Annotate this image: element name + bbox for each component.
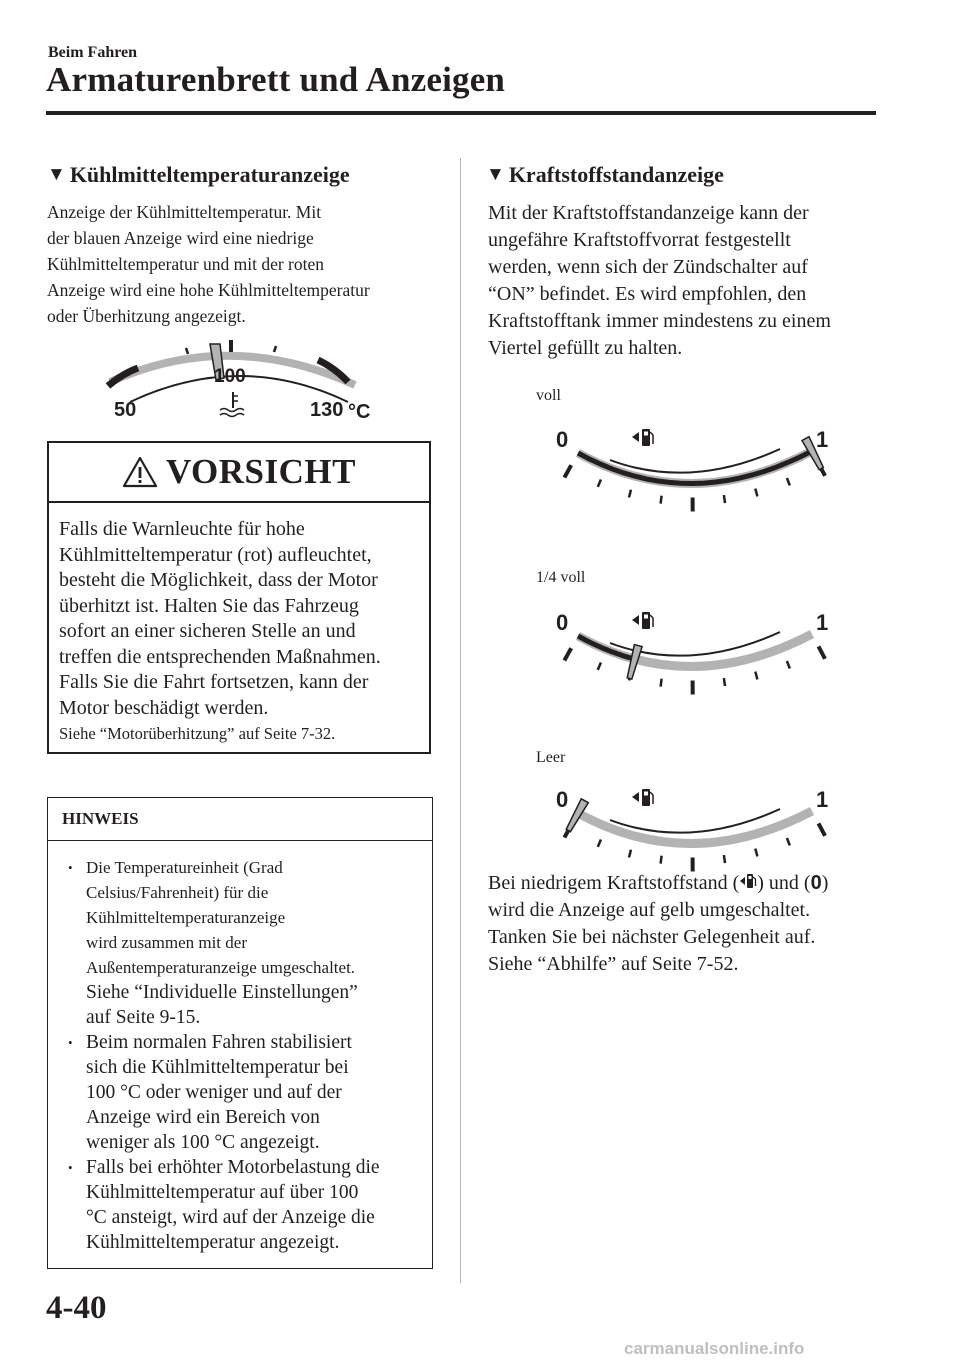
watermark: carmanualsonline.info (624, 1339, 805, 1358)
text-line: Motor beschädigt werden. (59, 696, 269, 719)
fuel-heading (486, 162, 724, 188)
text-line: • Beim normalen Fahren stabilisiert (86, 1032, 352, 1053)
text-line: sich die Kühlmitteltemperatur bei (86, 1057, 349, 1078)
text-line: Anzeige der Kühlmitteltemperatur. Mit (47, 202, 322, 222)
section-triangle-icon: ▼ (486, 164, 505, 185)
text-line: Außentemperaturanzeige umgeschaltet. (86, 958, 356, 977)
text-line: • Falls bei erhöhter Motorbelastung die (86, 1157, 380, 1178)
text-line: Kühlmitteltemperatur und mit der roten (47, 254, 325, 274)
gauge-tick (186, 348, 188, 354)
fuel-tick (724, 855, 725, 863)
text-line (488, 870, 828, 897)
text-line: Kühlmitteltemperatur angezeigt. (86, 1232, 340, 1253)
text-line: • Die Temperatureinheit (Grad (86, 858, 283, 877)
text-fragment: Bei niedrigem Kraftstoffstand ( (488, 872, 740, 894)
fuel-tick (661, 679, 662, 687)
text-line: Siehe “Abhilfe” auf Seite 7-52. (488, 953, 739, 975)
text-line: Kühlmitteltemperaturanzeige (86, 908, 286, 927)
text-line: ungefähre Kraftstoffvorrat festgestellt (488, 229, 791, 251)
fuel-tick (629, 850, 631, 858)
fuel-arc (610, 809, 780, 833)
page-title: Armaturenbrett und Anzeigen (46, 60, 506, 99)
text-line: wird die Anzeige auf gelb umgeschaltet. (488, 899, 811, 921)
text-fragment: ) (821, 872, 829, 894)
page-number: 4-40 (46, 1290, 107, 1326)
text-line: auf Seite 9-15. (86, 1007, 201, 1028)
text-line: sofort an einer sicheren Stelle an und (59, 620, 356, 642)
fuel-gauge-label-quarter: 1/4 voll (536, 569, 586, 586)
text-line: Anzeige wird ein Bereich von (86, 1107, 320, 1128)
text-line: 100 °C oder weniger und auf der (86, 1082, 342, 1103)
fuel-gauge-label-empty: Leer (536, 749, 566, 766)
section-label: Beim Fahren (48, 44, 138, 61)
column-divider (460, 158, 461, 1283)
gauge-min-label: 50 (114, 399, 137, 421)
fuel-filled-segment (578, 451, 812, 484)
gauge-mid-label: 100 (214, 366, 246, 387)
text-line: Mit der Kraftstoffstandanzeige kann der (488, 202, 809, 224)
fuel-tick (787, 838, 790, 846)
text-line: wird zusammen mit der (86, 933, 247, 952)
title-rule (46, 111, 876, 115)
fuel-arc (610, 449, 780, 473)
text-line: besteht die Möglichkeit, dass der Motor (59, 569, 378, 591)
coolant-temperature-icon (220, 392, 244, 417)
coolant-heading (47, 162, 350, 188)
note-box (47, 797, 433, 1269)
text-line: Kühlmitteltemperatur auf über 100 (86, 1182, 359, 1203)
fuel-tick (629, 490, 631, 498)
fuel-full-label: 1 (816, 787, 829, 812)
coolant-heading-text: Kühlmitteltemperaturanzeige (69, 162, 350, 187)
fuel-pump-icon (632, 429, 653, 446)
text-line: °C ansteigt, wird auf der Anzeige die (86, 1207, 375, 1228)
fuel-band (578, 811, 812, 844)
text-line: oder Überhitzung angezeigt. (47, 306, 246, 326)
fuel-pump-icon (739, 871, 757, 891)
text-line: Kraftstofftank immer mindestens zu einem (488, 310, 831, 332)
fuel-tick (598, 663, 601, 670)
fuel-tick (564, 465, 571, 477)
empty-mark-zero: 0 (810, 872, 822, 894)
fuel-full-label: 1 (816, 427, 829, 452)
warning-triangle-icon (122, 456, 158, 488)
fuel-tick (819, 823, 826, 835)
caution-title: VORSICHT (165, 452, 356, 491)
text-line: Falls die Warnleuchte für hohe (59, 518, 305, 540)
fuel-heading-text: Kraftstoffstandanzeige (508, 162, 724, 187)
fuel-full-label: 1 (816, 610, 829, 635)
fuel-gauge-empty (540, 775, 840, 875)
fuel-tick (819, 646, 826, 658)
fuel-tick (724, 678, 725, 686)
gauge-unit-label: °C (348, 401, 371, 423)
fuel-tick (787, 478, 790, 486)
fuel-gauge-quarter (540, 598, 840, 698)
gauge-max-label: 130 (310, 399, 344, 421)
text-fragment: ) und ( (757, 872, 811, 894)
text-line: Celsius/Fahrenheit) für die (86, 883, 269, 902)
fuel-empty-label: 0 (556, 787, 569, 812)
fuel-gauge-full (540, 415, 840, 515)
caution-box (47, 441, 431, 754)
text-line: Siehe “Individuelle Einstellungen” (86, 982, 358, 1003)
caution-reference: Siehe “Motorüberhitzung” auf Seite 7-32. (59, 724, 336, 743)
fuel-tick (755, 489, 757, 497)
fuel-pump-icon (632, 612, 653, 629)
fuel-tick (755, 849, 757, 857)
text-line: werden, wenn sich der Zündschalter auf (488, 256, 808, 278)
fuel-tick (755, 672, 757, 680)
text-line: “ON” befindet. Es wird empfohlen, den (488, 283, 807, 305)
coolant-temp-gauge (90, 330, 400, 430)
text-line: weniger als 100 °C angezeigt. (86, 1132, 320, 1153)
text-line: Falls Sie die Fahrt fortsetzen, kann der (59, 671, 369, 693)
fuel-gauge-label-full: voll (536, 387, 561, 404)
fuel-tick (661, 496, 662, 504)
fuel-tick (598, 480, 601, 487)
fuel-pump-icon (632, 789, 653, 806)
fuel-closing (488, 870, 828, 978)
fuel-tick (598, 840, 601, 847)
note-list (48, 841, 432, 1255)
fuel-empty-label: 0 (556, 610, 569, 635)
fuel-intro (488, 200, 831, 362)
fuel-tick (564, 648, 571, 660)
fuel-empty-label: 0 (556, 427, 569, 452)
fuel-tick (724, 495, 725, 503)
fuel-tick (787, 661, 790, 669)
text-line: überhitzt ist. Halten Sie das Fahrzeug (59, 594, 359, 617)
text-line: treffen die entsprechenden Maßnahmen. (59, 645, 381, 668)
note-item (60, 1155, 424, 1255)
note-title: HINWEIS (48, 798, 432, 841)
text-line: Tanken Sie bei nächster Gelegenheit auf. (488, 926, 816, 948)
note-item (60, 855, 424, 1030)
caution-header (49, 443, 429, 503)
text-line: der blauen Anzeige wird eine niedrige (47, 228, 314, 248)
note-item (60, 1030, 424, 1155)
section-triangle-icon: ▼ (47, 164, 66, 185)
caution-body (49, 503, 429, 747)
text-line: Viertel gefüllt zu halten. (488, 337, 683, 359)
text-line: Anzeige wird eine hohe Kühlmitteltemperatur (47, 280, 370, 300)
fuel-tick (661, 856, 662, 864)
text-line: Kühlmitteltemperatur (rot) aufleuchtet, (59, 543, 372, 566)
gauge-tick (274, 346, 276, 352)
coolant-intro (47, 199, 370, 329)
